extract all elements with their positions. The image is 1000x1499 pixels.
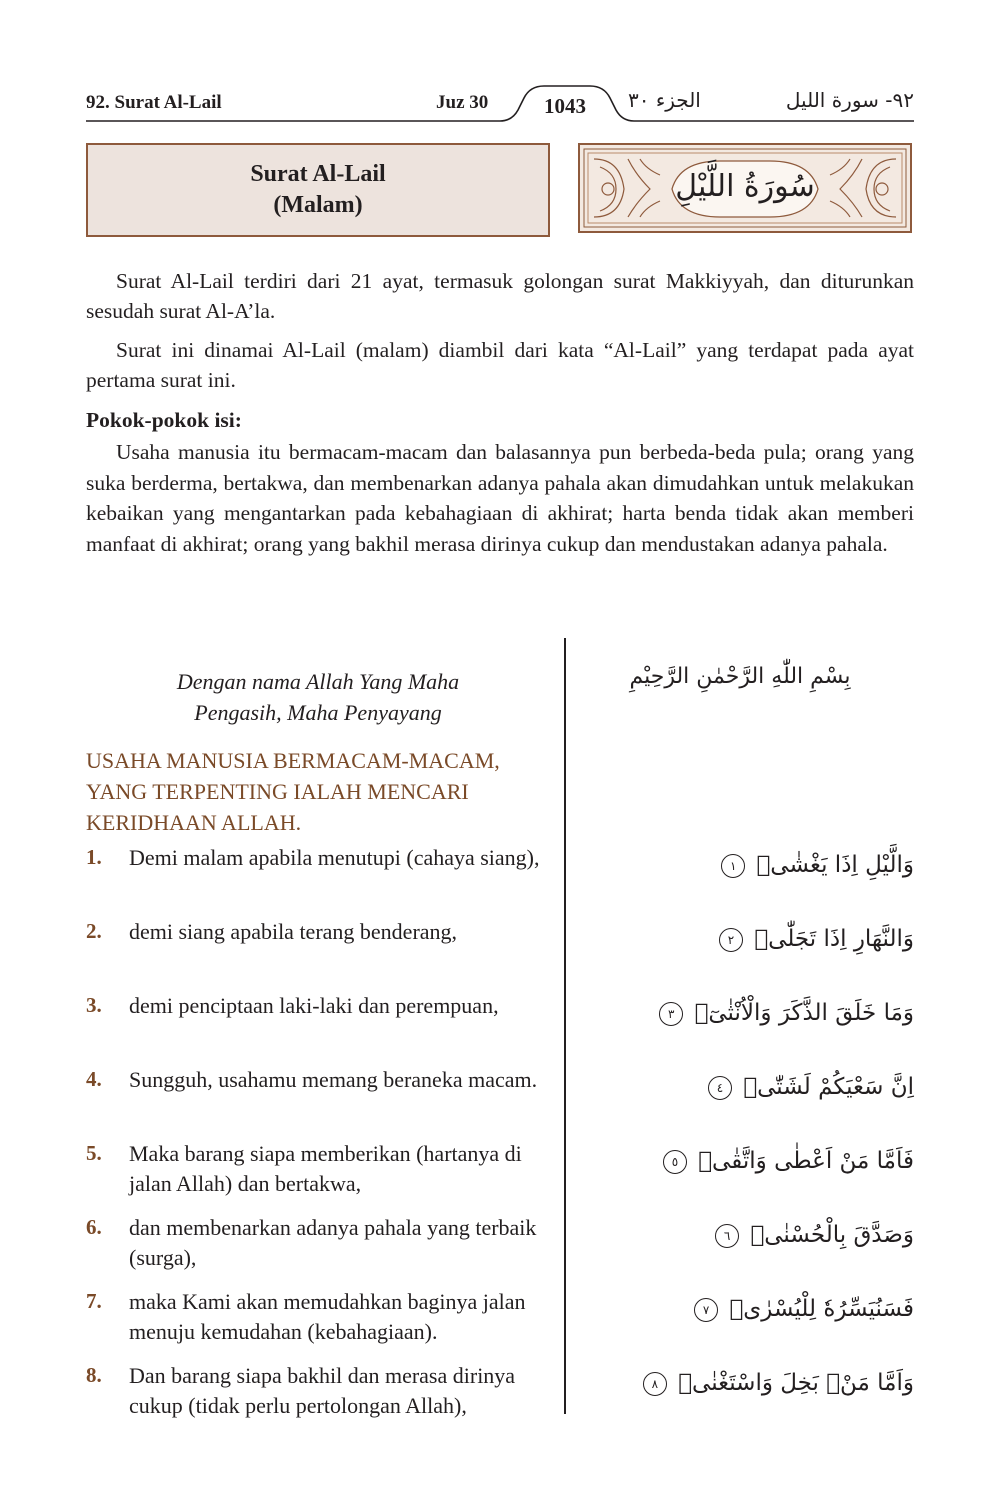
verse-arabic-text: فَاَمَّا مَنْ اَعْطٰى وَاتَّقٰىۙ <box>698 1148 914 1174</box>
verse-arabic <box>584 1072 914 1102</box>
verse-arabic <box>584 998 914 1028</box>
ayah-marker-icon: ٤ <box>708 1076 732 1100</box>
basmalah-arabic: بِسْمِ اللّٰهِ الرَّحْمٰنِ الرَّحِيْمِ <box>629 664 851 689</box>
surah-title-box <box>86 143 550 237</box>
surah-ornament-frame <box>578 143 912 233</box>
verse-arabic-text: فَسَنُيَسِّرُهٗ لِلْيُسْرٰىۗ <box>729 1296 914 1322</box>
section-heading-line-3: KERIDHAAN ALLAH. <box>86 810 302 835</box>
verse-number: 6. <box>86 1215 102 1239</box>
verse-translation: demi siang apabila terang benderang, <box>129 919 458 944</box>
verse-number: 8. <box>86 1363 102 1387</box>
basmalah-translation-line-2: Pengasih, Maha Penyayang <box>194 700 442 725</box>
verse-arabic-text: وَاَمَّا مَنْۢ بَخِلَ وَاسْتَغْنٰىۙ <box>678 1370 914 1396</box>
basmalah-translation <box>86 666 550 728</box>
surah-title-meaning: (Malam) <box>273 192 363 218</box>
verse-arabic-text: وَمَا خَلَقَ الذَّكَرَ وَالْاُنْثٰىٓۙ <box>694 1000 914 1026</box>
pokok-isi-body: Usaha manusia itu bermacam-macam dan balasannya pun berbeda-beda pula; orang yang suka berderma, bertakwa, dan membenarkan adanya pahala akan dimudahkan untuk melakukan kebaikan yang mengantarkan pada kebahagiaan di akhirat; harta benda tidak akan memberi manfaat di akhirat; orang yang bakhil merasa dirinya cukup dan mendustakan adanya pahala. <box>86 440 914 556</box>
basmalah-translation-line-1: Dengan nama Allah Yang Maha <box>176 669 460 694</box>
surah-title-arabic: سُورَةُ اللَّيْلِ <box>675 169 815 204</box>
running-header-juz-arabic: الجزء ٣٠ <box>628 88 701 112</box>
verse-translation: dan membenarkan adanya pahala yang terbaik (surga), <box>129 1215 537 1270</box>
ayah-marker-icon: ٧ <box>694 1298 718 1322</box>
section-heading <box>86 745 556 838</box>
verse-arabic <box>584 1220 914 1250</box>
verse-number: 1. <box>86 845 102 869</box>
surah-title: Surat Al-Lail <box>250 161 386 187</box>
running-header-surah-arabic: ٩٢- سورة الليل <box>785 88 914 112</box>
verse-translation: Maka barang siapa memberikan (hartanya di jalan Allah) dan bertakwa, <box>129 1141 522 1196</box>
verse-arabic <box>584 850 914 880</box>
verse-arabic-text: اِنَّ سَعْيَكُمْ لَشَتّٰىۗ <box>743 1074 914 1100</box>
ayah-marker-icon: ٨ <box>643 1372 667 1396</box>
intro-paragraph-1: Surat Al-Lail terdiri dari 21 ayat, termasuk golongan surat Makkiyyah, dan diturunkan sesudah surat Al-A’la. <box>86 269 914 323</box>
ayah-marker-icon: ٦ <box>715 1224 739 1248</box>
verse-translation: demi penciptaan laki-laki dan perempuan, <box>129 993 499 1018</box>
section-heading-line-1: USAHA MANUSIA BERMACAM-MACAM, <box>86 748 500 773</box>
verse-arabic-text: وَصَدَّقَ بِالْحُسْنٰىۙ <box>750 1222 914 1248</box>
pokok-isi-heading: Pokok-pokok isi: <box>86 408 242 432</box>
ayah-marker-icon: ١ <box>721 854 745 878</box>
running-header-juz: Juz 30 <box>436 92 489 113</box>
column-divider <box>564 638 566 1414</box>
header-rule <box>0 0 1000 140</box>
verse-arabic <box>584 1294 914 1324</box>
ayah-marker-icon: ٣ <box>659 1002 683 1026</box>
page-number: 1043 <box>544 94 586 118</box>
ayah-marker-icon: ٥ <box>663 1150 687 1174</box>
verse-number: 7. <box>86 1289 102 1313</box>
verse-arabic-text: وَالنَّهَارِ اِذَا تَجَلّٰىۙ <box>754 926 914 952</box>
verse-number: 3. <box>86 993 102 1017</box>
verse-translation: Demi malam apabila menutupi (cahaya siang), <box>129 845 540 870</box>
ayah-marker-icon: ٢ <box>719 928 743 952</box>
verse-arabic-text: وَالَّيْلِ اِذَا يَغْشٰىۙ <box>756 852 914 878</box>
verse-number: 4. <box>86 1067 102 1091</box>
verse-translation: maka Kami akan memudahkan baginya jalan menuju kemudahan (kebahagiaan). <box>129 1289 526 1344</box>
section-heading-line-2: YANG TERPENTING IALAH MENCARI <box>86 779 469 804</box>
intro-paragraph-2: Surat ini dinamai Al-Lail (malam) diambil dari kata “Al-Lail” yang terdapat pada ayat pertama surat ini. <box>86 338 914 392</box>
verse-arabic <box>584 1146 914 1176</box>
verse-translation: Dan barang siapa bakhil dan merasa dirinya cukup (tidak perlu pertolongan Allah), <box>129 1363 516 1418</box>
verse-number: 2. <box>86 919 102 943</box>
verse-arabic <box>584 1368 914 1398</box>
verse-arabic <box>584 924 914 954</box>
running-header-surah: 92. Surat Al-Lail <box>86 92 222 113</box>
verse-number: 5. <box>86 1141 102 1165</box>
verse-translation: Sungguh, usahamu memang beraneka macam. <box>129 1067 538 1092</box>
